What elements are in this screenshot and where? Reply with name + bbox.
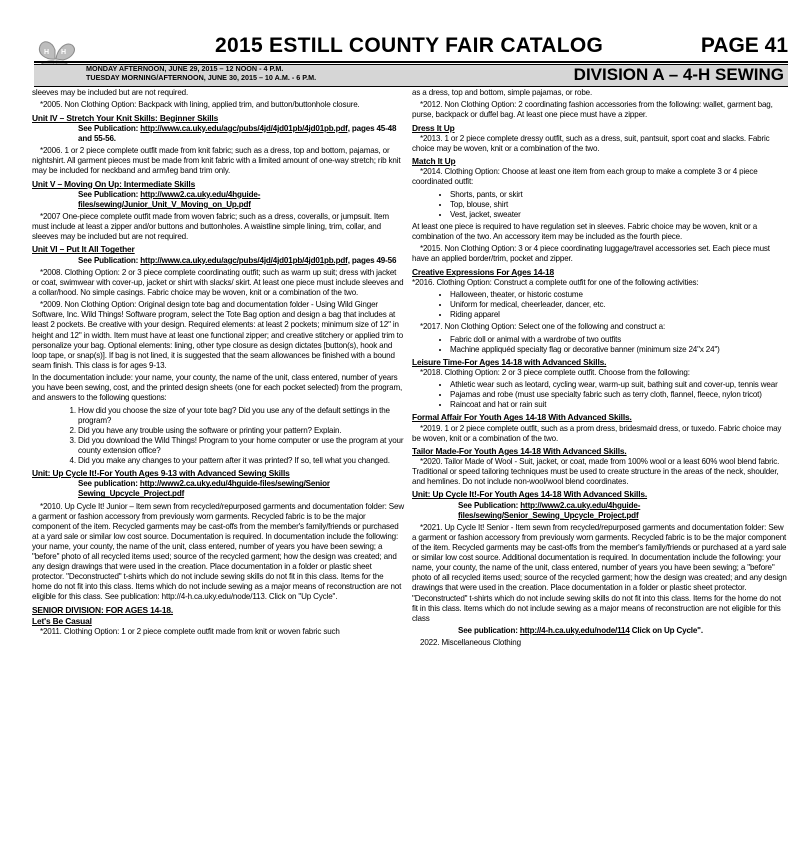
casual-heading: Let's Be Casual	[32, 615, 92, 626]
noncloth-item-list	[412, 335, 788, 355]
page-header	[0, 0, 810, 88]
unit-6-publication-link[interactable]: http://www.ca.uky.edu/agc/pubs/4jd/4jd01pb/4jd01pb.pdf,	[140, 255, 350, 265]
class-2012: *2012. Non Clothing Option: 2 coordinating fashion accessories from the following: wallet, garment bag, purse, backpack or duffel bag. At least one piece must have a zipper.	[412, 100, 773, 120]
see-pages: pages 45-48 and 55-56.	[78, 123, 397, 143]
date-line-2: TUESDAY MORNING/AFTERNOON, JUNE 30, 2015 – 10 A.M. - 6 P.M.	[86, 73, 317, 82]
formal-affair-heading: Formal Affair For Youth Ages 14-18 With Advanced Skills.	[412, 412, 632, 423]
class-2018: *2018. Clothing Option: 2 or 3 piece complete outfit. Choose from the following:	[420, 367, 690, 377]
class-2011: *2011. Clothing Option: 1 or 2 piece complete outfit made from knit or woven fabric such	[40, 626, 340, 636]
paragraph: as a dress, top and bottom, simple pajamas, or robe.	[412, 88, 593, 97]
class-2014: *2014. Clothing Option: Choose at least one item from each group to make a complete 3 or 4 piece coordinated outfit:	[412, 167, 758, 187]
fair-dates	[86, 64, 316, 82]
sleeves-paragraph: At least one piece is required to have regulation set in sleeves. Fabric choice may be woven, knit or a combination of the two. An accessory item may be included as the fourth piece.	[412, 221, 758, 241]
leisure-time-heading: Leisure Time-For Ages 14-18 with Advanced Skills.	[412, 356, 607, 367]
see-label: See Publication:	[78, 255, 141, 265]
unit-4-heading: Unit IV – Stretch Your Knit Skills: Beginner Skills	[32, 112, 219, 123]
upcycle-senior-heading: Unit: Up Cycle It!-For Youth Ages 14-18 With Advanced Skills.	[412, 489, 648, 500]
class-2020: *2020. Tailor Made of Wool - Suit, jacket, or coat, made from 100% wool or a least 60% wool blend fabric. Traditional or speed tailoring techniques must be used to create structure in the areas of the neck, shoulder, and hemlines. Do not include non-wool/wool blend coordinates.	[412, 456, 780, 487]
match-item-list	[412, 190, 788, 220]
class-2007: *2007 One-piece complete outfit made from woven fabric; such as a dress, coveralls, or jumpsuit. Item must include at least a zipper and/or buttons and buttonholes. A waistline simple lining, trim, collar, and sleeves may be included but are not required.	[32, 211, 389, 242]
unit-4-publication-link[interactable]: http://www.ca.uky.edu/agc/pubs/4jd/4jd01pb/4jd01pb.pdf,	[140, 123, 350, 133]
see-label: See publication:	[78, 479, 140, 489]
class-2016: *2016. Clothing Option: Construct a complete outfit for one of the following activities:	[412, 277, 699, 287]
page-number: PAGE 41	[700, 34, 788, 57]
upcycle-senior-node-publication	[412, 626, 788, 636]
upcycle-senior-publication	[412, 501, 788, 521]
unit-6-heading: Unit VI – Put It All Together	[32, 244, 135, 255]
list-item: • Vest, jacket, sweater	[450, 210, 788, 220]
list-item: • Riding apparel	[450, 310, 788, 320]
list-item: • Athletic wear such as leotard, cycling wear, warm-up suit, bathing suit and cover-up, tennis wear	[450, 380, 788, 390]
svg-text:H: H	[44, 49, 50, 56]
senior-division-heading: SENIOR DIVISION: FOR AGES 14-18.	[32, 604, 174, 615]
left-column	[32, 88, 404, 639]
class-2009: *2009. Non Clothing Option: Original design tote bag and documentation folder - Using Wild Ginger Software, Inc. Wild Things! Software program, select the Tote Bag option and design a bag that includes at least 2 pockets. Be creative with your design. Required elements: at least 2 pockets; minimum size of 12" in height and 12" in width. Item must have at least one functional zipper; and creative stitchery or applied trim to personalize your bag. Optional elements: lining, other type closure as design dictates [button(s), hook and loop tape, or snap(s)]. If bag is not lined, it is suggested that the seam allowances be finished with a bound seam finish. This class is for ages 9-13.	[32, 300, 404, 370]
see-label: See Publication:	[78, 123, 141, 133]
documentation-paragraph: In the documentation include: your name, your county, the name of the unit, class entered, number of years you have been sewing, cost, and the printed design sheets (one for each pocket selected) from the program, and answers to the following questions:	[32, 373, 403, 403]
class-2019: *2019. 1 or 2 piece complete outfit, such as a prom dress, bridesmaid dress, or tuxedo. Fabric choice may be woven, knit or a combination of the two.	[412, 423, 782, 443]
list-item: • Halloween, theater, or historic costume	[450, 290, 788, 300]
list-item: • Shorts, pants, or skirt	[450, 190, 788, 200]
unit-4-publication	[32, 124, 404, 144]
list-item: • Raincoat and hat or rain suit	[450, 400, 788, 410]
catalog-title: 2015 ESTILL COUNTY FAIR CATALOG	[215, 34, 604, 57]
class-2010: *2010. Up Cycle It! Junior – Item sewn from recycled/repurposed garments and documentation folder: Sew a garment or fashion accessory from previously worn garments. Recycled fabric is to be the major component of the item. Recycled garments may be cast-offs from the member's family/friends or purchased at a yard sale or similar low cost source. Documentation is required. In documentation include the following: your name, your county, the name of the unit, class entered, number of years you have been sewing; a "before" photo of all recycled items used; source of the recycled garment; how the design was created; and any design drawings that were used in the creation. Place documentation in a folder or plastic sheet protector. "Deconstructed" t-shirts which do not include sewing skills do not fit in this class. Items for the home do not fit into this class. Items which do not include sewing as a major means of reconstruction are not eligible for this class. See publication: http://4-h.ca.uky.edu/node/113. Click on "Up Cycle".	[32, 501, 404, 602]
see-label: See Publication:	[78, 189, 141, 199]
see-tail: Click on Up Cycle".	[629, 626, 703, 636]
unit-5-heading: Unit V – Moving On Up: Intermediate Skills	[32, 178, 196, 189]
class-2008: *2008. Clothing Option: 2 or 3 piece complete coordinating outfit; such as warm up suit; dress with jacket or coat, swimwear with cover-up, jacket or shirt with slacks/ skirt. At least one piece must include sleeves and a collar/hood. No simple casings. Fabric choice may be woven, knit or a combination of the two.	[32, 267, 404, 297]
svg-text:H: H	[61, 49, 67, 56]
list-item: • Top, blouse, shirt	[450, 200, 788, 210]
class-2013: *2013. 1 or 2 piece complete dressy outfit, such as a dress, suit, pantsuit, sport coat and slacks. Fabric choice may be woven, knit or a combination of the two.	[412, 133, 770, 153]
tailor-made-heading: Tailor Made-For Youth Ages 14-18 With Advanced Skills.	[412, 445, 627, 456]
division-title: DIVISION A – 4-H SEWING	[573, 65, 784, 84]
date-line-1: MONDAY AFTERNOON, JUNE 29, 2015 – 12 NOON - 4 P.M.	[86, 64, 284, 73]
match-it-up-heading: Match It Up	[412, 156, 456, 167]
header-rule	[34, 61, 788, 63]
upcycle-junior-publication	[32, 479, 404, 499]
list-item: 3. Did you download the Wild Things! Program to your home computer or use the program at your county extension office?	[78, 436, 404, 456]
leisure-item-list	[412, 380, 788, 410]
upcycle-senior-publication-link[interactable]: http://www2.ca.uky.edu/4hguide-files/sewing/Senior_Sewing_Upcycle_Project.pdf	[458, 500, 641, 520]
node-114-link[interactable]: http://4-h.ca.uky.edu/node/114	[519, 626, 630, 636]
unit-5-publication-link[interactable]: http://www2.ca.uky.edu/4hguide-files/sewing/Junior_Unit_V_Moving_on_Up.pdf	[78, 189, 261, 209]
see-label: See publication:	[458, 626, 520, 636]
upcycle-junior-publication-link[interactable]: http://www2.ca.uky.edu/4hguide-files/sewing/Senior Sewing_Upcycle_Project.pdf	[78, 479, 330, 499]
see-label: See Publication:	[458, 500, 521, 510]
right-column	[412, 88, 788, 651]
unit-5-publication	[32, 190, 404, 210]
list-item: • Machine appliquéd specialty flag or decorative banner (minimum size 24"x 24")	[450, 345, 788, 355]
list-item: 2. Did you have any trouble using the software or printing your pattern? Explain.	[78, 426, 404, 436]
creative-item-list	[412, 290, 788, 320]
list-item: 1. How did you choose the size of your tote bag? Did you use any of the default settings in the program?	[78, 406, 404, 426]
class-2006: *2006. 1 or 2 piece complete outfit made from knit fabric; such as a dress, top and bottom, pajamas, or nightshirt. All garment pieces must be made from knit fabric with a limited amount of one-way stretch; rib knit may be included for neckband and arm/leg band trim only.	[32, 146, 401, 176]
list-item: 4. Did you make any changes to your pattern after it was printed? If so, tell what you changed.	[78, 456, 404, 466]
class-2022: 2022. Miscellaneous Clothing	[420, 638, 521, 648]
list-item: • Pajamas and robe (must use specialty fabric such as terry cloth, flannel, fleece, nylon tricot)	[450, 390, 788, 400]
creative-expressions-heading: Creative Expressions For Ages 14-18	[412, 266, 554, 277]
question-list	[32, 406, 404, 467]
class-2021: *2021. Up Cycle It! Senior - Item sewn from recycled/repurposed garments and documentation folder: Sew a garment or fashion accessory from previously worn garments. Recycled fabric is to be the major component of the item. Recycled garments may be cast-offs from the member's family/friends or purchased at a yard sale or similar low cost source. Additional documentation is required. In documentation include the following: your name, your county, the name of the unit, class entered, number of years you have been sewing; a "before" photo of all recycled items used; source of the recycled garment; how the design was created; and any design drawings that were used in the creation. Place documentation in a folder or plastic sheet protector. "Deconstructed" t-shirts which do not include sewing skills do not fit into this class. Items for the home do not fit in this class. Items which do not include sewing as a major means of reconstruction are not eligible for this class	[412, 522, 787, 623]
paragraph: sleeves may be included but are not required.	[32, 88, 189, 97]
list-item: • Fabric doll or animal with a wardrobe of two outfits	[450, 335, 788, 345]
class-2005: *2005. Non Clothing Option: Backpack with lining, applied trim, and button/buttonhole closure.	[40, 100, 360, 110]
dress-it-up-heading: Dress It Up	[412, 122, 455, 133]
upcycle-junior-heading: Unit: Up Cycle It!-For Youth Ages 9-13 with Advanced Sewing Skills	[32, 468, 290, 479]
unit-6-publication	[32, 256, 404, 266]
class-2015: *2015. Non Clothing Option: 3 or 4 piece coordinating luggage/travel accessories set. Each piece must have an applied border/trim, pocket and zipper.	[412, 244, 770, 264]
list-item: • Uniform for medical, cheerleader, dancer, etc.	[450, 300, 788, 310]
class-2017: *2017. Non Clothing Option: Select one of the following and construct a:	[420, 322, 666, 332]
see-pages: pages 49-56	[349, 255, 397, 265]
